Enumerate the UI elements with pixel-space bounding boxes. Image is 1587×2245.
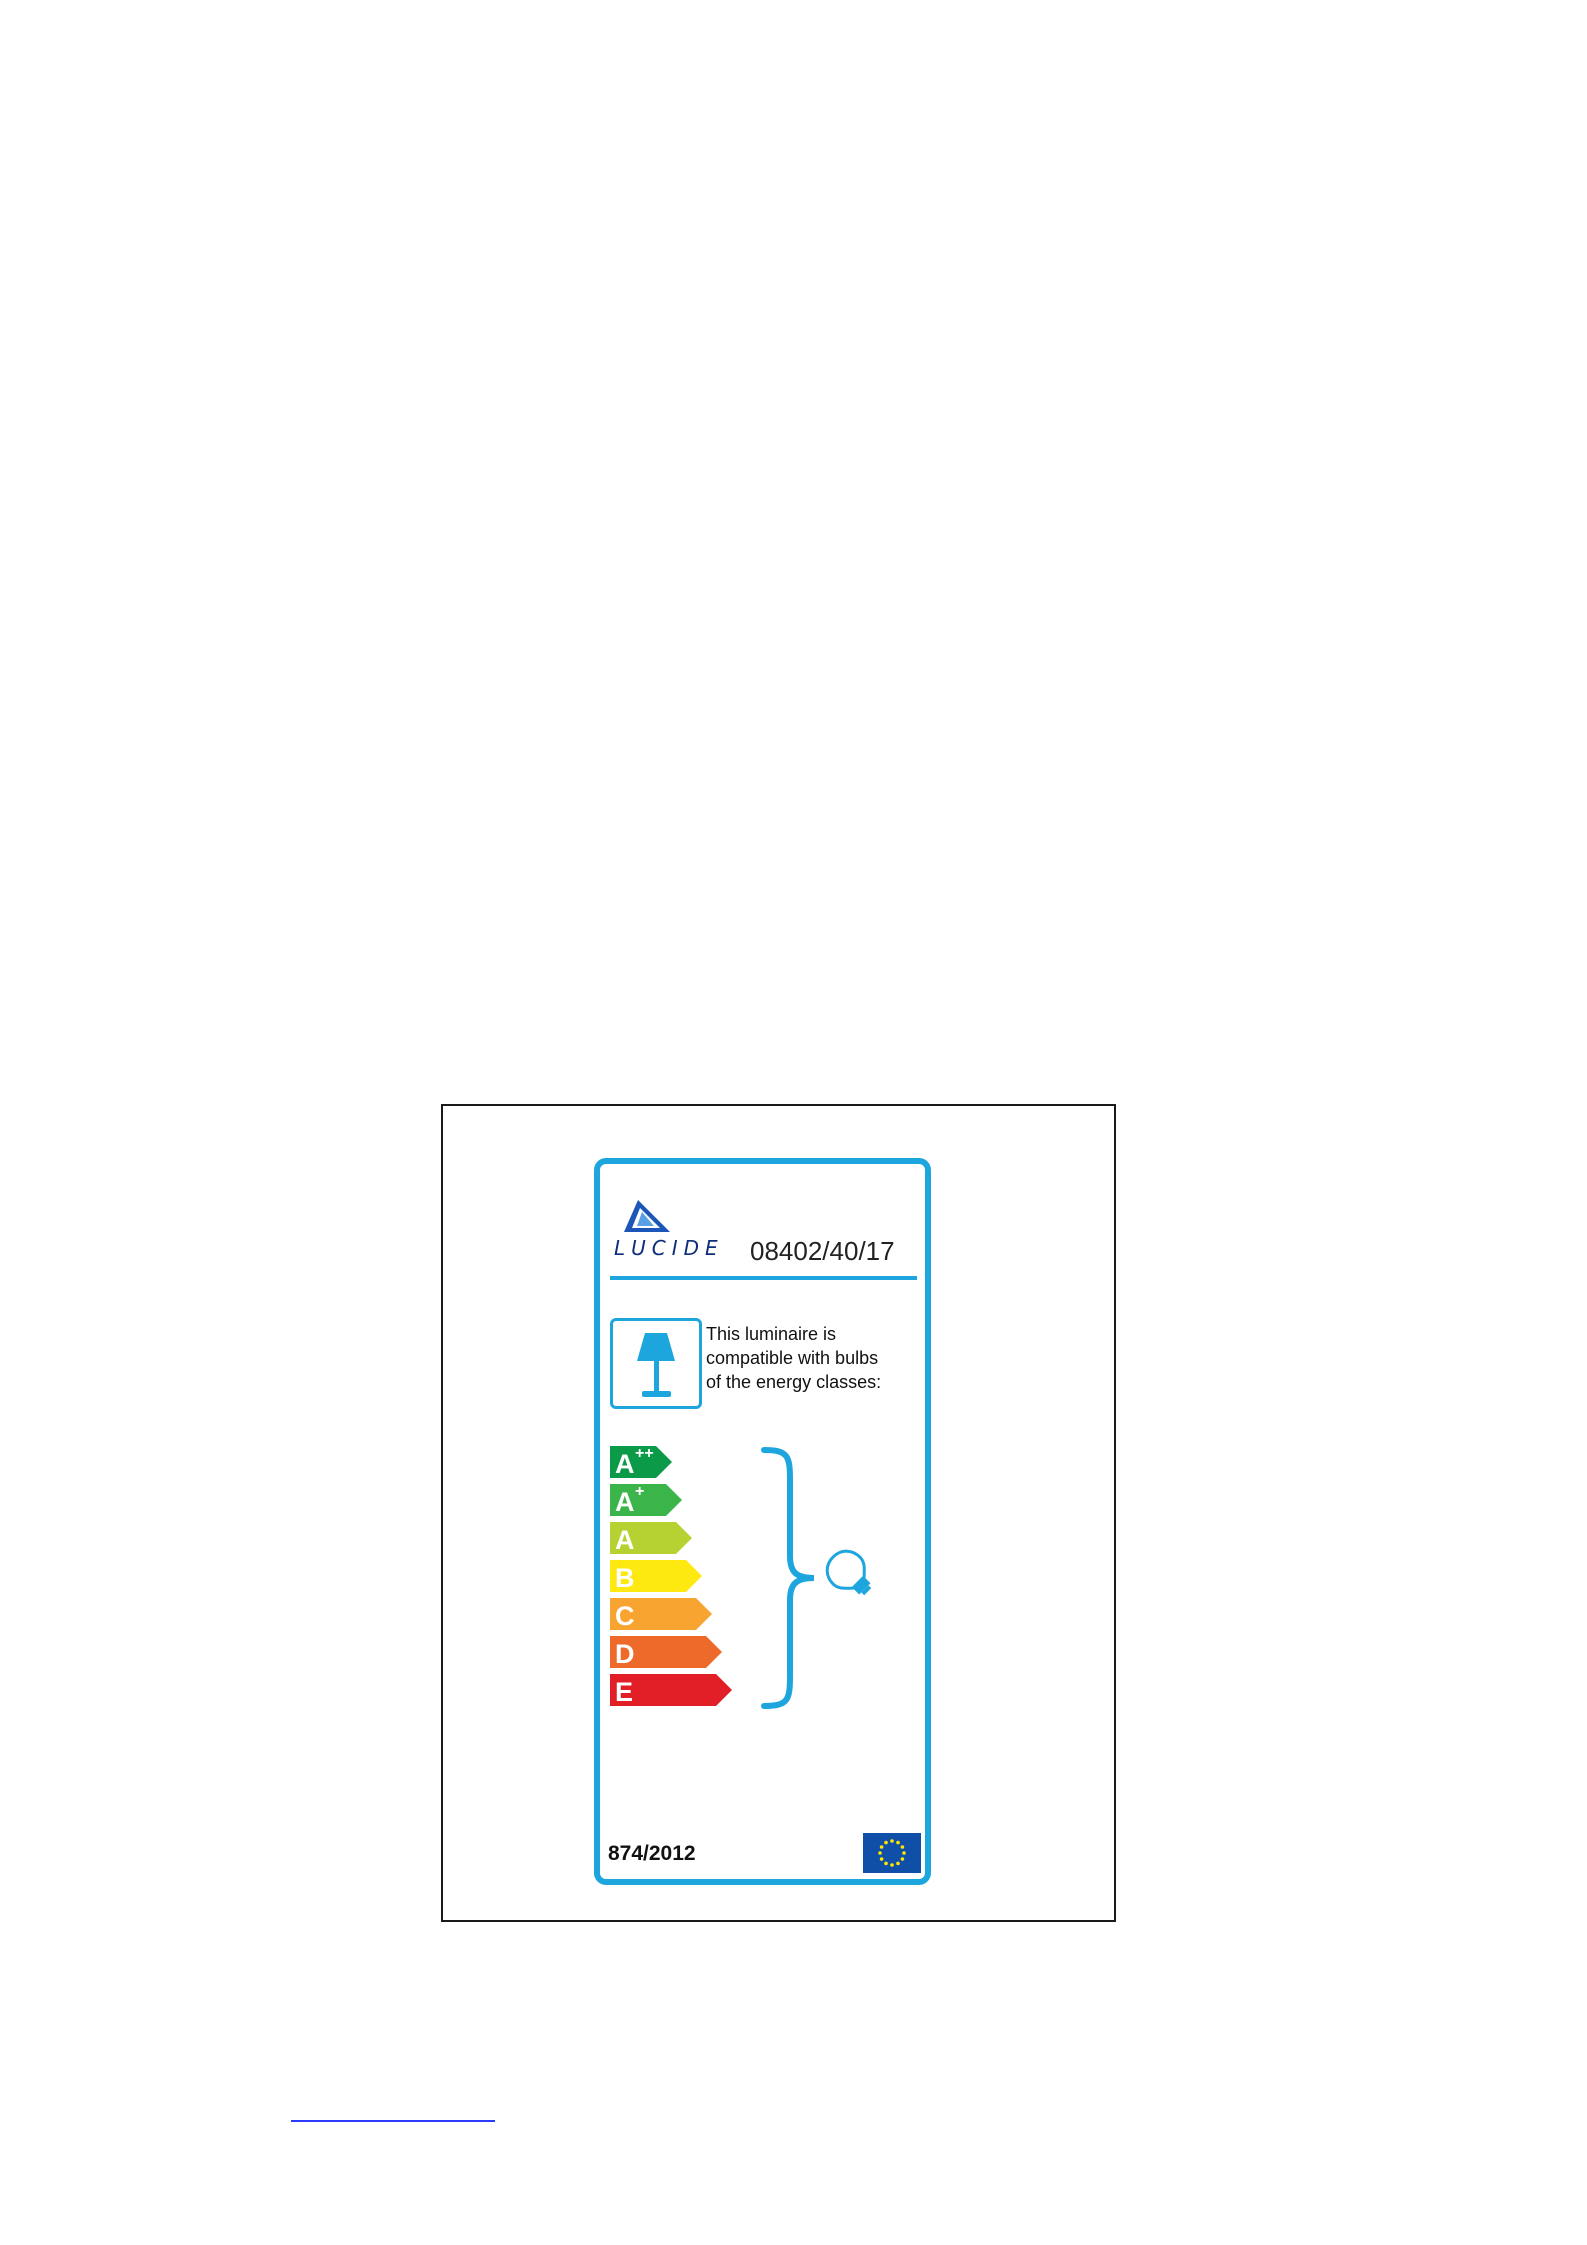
eu-flag-icon [863, 1833, 921, 1873]
header-divider [610, 1276, 917, 1280]
class-letter: A [615, 1487, 635, 1516]
info-line: of the energy classes: [706, 1372, 882, 1392]
compatibility-text [706, 1322, 921, 1394]
lamp-icon-box [610, 1318, 702, 1409]
energy-label [594, 1158, 931, 1885]
light-bulb-icon [822, 1546, 878, 1602]
class-letter: D [615, 1639, 635, 1668]
class-letter: E [615, 1677, 634, 1706]
energy-class-arrow [610, 1674, 732, 1706]
brand-logo-text: LUCIDE [614, 1236, 724, 1260]
energy-class-arrow [610, 1560, 702, 1592]
class-letter: B [615, 1563, 635, 1592]
class-letter: A [615, 1449, 635, 1478]
class-letter: A [615, 1525, 635, 1554]
energy-class-arrow [610, 1636, 722, 1668]
regulation-number: 874/2012 [608, 1842, 696, 1865]
class-sup: + [635, 1484, 645, 1500]
curly-brace-icon [760, 1446, 820, 1710]
info-line: This luminaire is [706, 1324, 837, 1344]
class-sup: ++ [635, 1446, 654, 1462]
class-letter: C [615, 1601, 635, 1630]
energy-class-arrow [610, 1484, 682, 1516]
energy-class-arrow [610, 1598, 712, 1630]
hyperlink-underline[interactable] [291, 2120, 495, 2122]
energy-class-arrow [610, 1446, 672, 1478]
lucide-logo-icon [620, 1198, 676, 1236]
table-lamp-icon [613, 1321, 699, 1406]
info-line: compatible with bulbs [706, 1348, 879, 1368]
energy-class-arrow [610, 1522, 692, 1554]
model-number: 08402/40/17 [750, 1236, 895, 1266]
